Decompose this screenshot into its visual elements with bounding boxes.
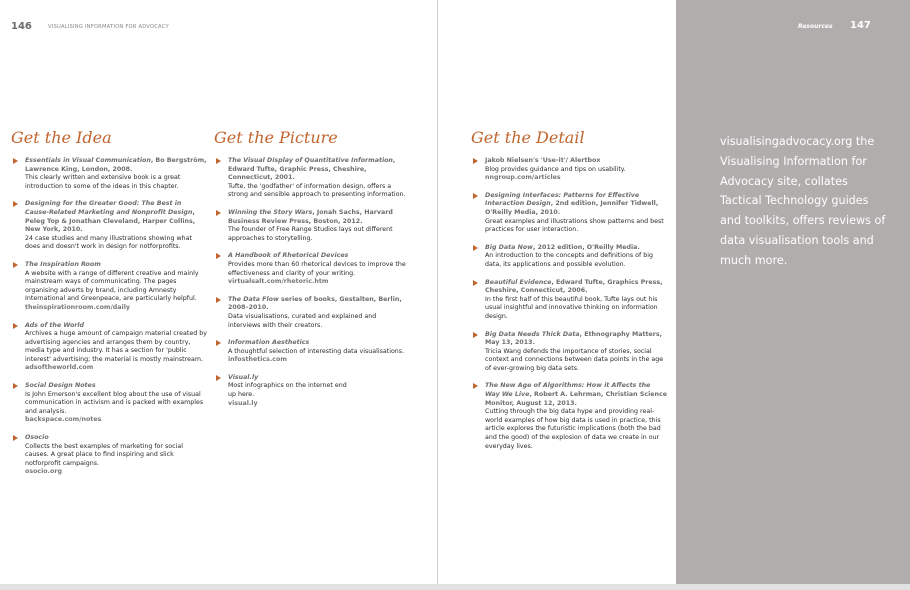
entry-title: Designing Interfaces: Patterns for Effective Interaction Design, 2nd edition, Jennifer Tidwell, O'Reilly Media, 2010. (485, 191, 659, 216)
entry-url-link[interactable]: backspace.com/notes (25, 416, 102, 424)
triangle-bullet-icon (13, 383, 18, 389)
list-item (214, 339, 410, 365)
entry-description: Provides more than 60 rhetorical devices to improve the effectiveness and clarity of your writing. (228, 260, 406, 277)
entry-title: The New Age of Algorithms: How it Affects the Way We Live, Robert A. Lehrman, Christian Science Monitor, August 12, 2013. (485, 382, 667, 407)
left-running-head: VISUALISING INFORMATION FOR ADVOCACY (48, 24, 169, 30)
entry-url-link[interactable]: osocio.org (25, 468, 62, 476)
entry-title: The Visual Display of Quantitative Information, Edward Tufte, Graphic Press, Cheshire, Connecticut, 2001. (228, 157, 396, 182)
triangle-bullet-icon (13, 201, 18, 207)
entry-title: Designing for the Greater Good: The Best in Cause-Related Marketing and Nonprofit Design, Peleg Top & Jonathan Cleveland, Harper Collins, New York, 2010. (25, 200, 196, 234)
triangle-bullet-icon (216, 210, 221, 216)
list-item (471, 192, 667, 235)
entry-description: Tricia Wang defends the importance of stories, social context and connections between data points in the age of ever-growing big data sets. (485, 347, 664, 372)
triangle-bullet-icon (216, 158, 221, 164)
entry-title: Jakob Nielsen's 'Use-it'/ Alertbox (485, 157, 601, 164)
entry-title: Social Design Notes (25, 382, 96, 390)
list-item (214, 157, 410, 200)
right-running-head: Resources (798, 23, 833, 30)
list-item (11, 434, 207, 477)
entry-title: The Data Flow series of books, Gestalten, Berlin, 2008–2010. (228, 295, 402, 312)
list-item (214, 209, 410, 243)
list-item (11, 157, 207, 191)
entry-description: 24 case studies and many illustrations showing what does and doesn't work in design for notforprofits. (25, 234, 192, 251)
entry-description: In the first half of this beautiful book, Tufte lays out his usual insightful and innovative thinking on information design. (485, 295, 658, 320)
list-item (214, 374, 410, 408)
entry-title: Beautiful Evidence, Edward Tufte, Graphics Press, Cheshire, Connecticut, 2006. (485, 278, 663, 295)
entry-title: The Inspiration Room (25, 260, 101, 268)
list-item (11, 200, 207, 252)
column-get-the-idea (11, 128, 207, 486)
triangle-bullet-icon (473, 193, 478, 199)
entry-description: Archives a huge amount of campaign material created by advertising agencies and arranges them by country, media type and industry. It has a section for 'public interest' advertising; the material is mostly mainstream. (25, 330, 207, 363)
triangle-bullet-icon (13, 262, 18, 268)
list-item (11, 382, 207, 425)
column-title: Get the Detail (471, 128, 585, 147)
entry-url-link[interactable]: theinspirationroom.com/daily (25, 303, 130, 311)
triangle-bullet-icon (473, 245, 478, 251)
triangle-bullet-icon (473, 158, 478, 164)
resources-side-panel (676, 0, 910, 590)
entry-title: Big Data Needs Thick Data, Ethnography Matters, May 13, 2013. (485, 330, 663, 347)
resources-panel-text: visualisingadvocacy.org the Visualising Information for Advocacy site, collates Tactical Technology guides and toolkits, offers reviews of data visualisation tools and much more. (720, 135, 886, 267)
entry-description: Tufte, the 'godfather' of information design, offers a strong and sensible approach to presenting information. (228, 182, 406, 199)
column-title: Get the Idea (11, 128, 112, 147)
entry-description: This clearly written and extensive book is a great introduction to some of the ideas in this chapter. (25, 174, 181, 190)
entry-url-link[interactable]: visual.ly (228, 399, 258, 407)
triangle-bullet-icon (216, 375, 221, 381)
triangle-bullet-icon (216, 253, 221, 259)
entry-url-link[interactable]: infosthetics.com (228, 356, 287, 364)
list-item (11, 322, 207, 374)
triangle-bullet-icon (216, 297, 221, 303)
entry-description: A website with a range of different creative and mainly mainstream ways of communicating. The pages organising adverts by brand, including Amnesty International and Greenpeace, are particularly helpful. (25, 269, 199, 303)
entry-description: Blog provides guidance and tips on usability. (485, 165, 626, 173)
list-item (471, 382, 667, 451)
entry-title: Winning the Story Wars, Jonah Sachs, Harvard Business Review Press, Boston, 2012. (228, 208, 393, 225)
triangle-bullet-icon (13, 158, 18, 164)
bottom-edge (0, 584, 910, 590)
list-item (214, 252, 410, 286)
entry-description: Great examples and illustrations show patterns and best practices for user interaction. (485, 217, 664, 234)
triangle-bullet-icon (13, 323, 18, 329)
list-item (471, 331, 667, 374)
list-item (471, 244, 667, 270)
entry-description: Collects the best examples of marketing for social causes. A great place to find inspiring and slick notforprofit campaigns. (25, 442, 183, 467)
entry-title: Visual.ly (228, 373, 259, 381)
list-item (11, 261, 207, 313)
column-title: Get the Picture (214, 128, 338, 147)
triangle-bullet-icon (216, 340, 221, 346)
entry-url-link[interactable]: adsoftheworld.com (25, 364, 94, 372)
triangle-bullet-icon (473, 332, 478, 338)
entry-title: Big Data Now, 2012 edition, O'Reilly Media. (485, 243, 640, 251)
entry-url-link[interactable]: virtualsalt.com/rhetoric.htm (228, 278, 329, 286)
entry-description: An introduction to the concepts and definitions of big data, its applications and possible evolution. (485, 252, 653, 268)
entry-url-link[interactable]: nngroup.com/articles (485, 174, 561, 182)
entry-title: Information Aesthetics (228, 339, 310, 347)
triangle-bullet-icon (13, 435, 18, 441)
column-get-the-detail (471, 128, 667, 460)
entry-title: Ads of the World (25, 321, 85, 329)
entry-title: Essentials in Visual Communication, Bo Bergström, Lawrence King, London, 2008. (25, 157, 207, 173)
entry-title: Osocio (25, 434, 49, 442)
entry-description: The founder of Free Range Studios lays out different approaches to storytelling. (228, 226, 393, 242)
entry-description: A thoughtful selection of interesting data visualisations. (228, 347, 405, 355)
list-item (214, 296, 410, 330)
entry-description: Cutting through the big data hype and providing real-world examples of how big data is used in practice, this article explores the futuristic implications (both the bad and the good) of the explosion of data we create in our everyday lives. (485, 408, 661, 450)
list-item (471, 157, 667, 183)
right-page-number: 147 (850, 20, 871, 31)
entry-description: Most infographics on the internet end up here. (228, 382, 347, 399)
triangle-bullet-icon (473, 383, 478, 389)
triangle-bullet-icon (473, 280, 478, 286)
entry-title: A Handbook of Rhetorical Devices (228, 252, 349, 260)
left-page-number: 146 (11, 21, 32, 32)
entry-description: Data visualisations, curated and explained and interviews with their creators. (228, 312, 377, 329)
list-item (471, 279, 667, 322)
column-get-the-picture (214, 128, 410, 417)
entry-description: Is John Emerson's excellent blog about the use of visual communication in activism and is packed with examples and analysis. (25, 390, 204, 415)
